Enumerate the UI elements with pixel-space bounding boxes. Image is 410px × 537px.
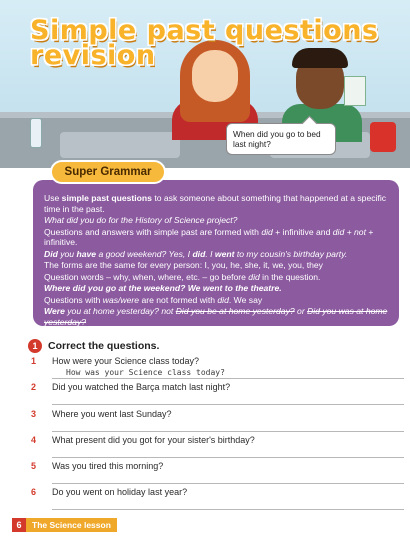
question-number: 5 [31, 461, 37, 471]
question-text: Where you went last Sunday? [52, 409, 172, 419]
text: you at home yesterday? not [64, 306, 176, 316]
text: to ask someone about something that happened at a specific time in the past. [44, 193, 387, 214]
question-number: 6 [31, 487, 37, 497]
answer-line[interactable] [52, 404, 404, 405]
text-bold: Were [44, 306, 65, 316]
text: Use [44, 193, 62, 203]
super-grammar-tab: Super Grammar [50, 160, 166, 184]
text: + infinitive. [44, 226, 374, 247]
text: a good weekend? Yes, I [96, 248, 193, 259]
text: Questions and answers with simple past are formed with [44, 226, 262, 237]
text: . I [205, 248, 215, 259]
answer-text: How was your Science class today? [66, 368, 225, 377]
text: to my cousin's birthday party. [234, 248, 348, 259]
page-footer [12, 518, 117, 532]
page-number: 6 [12, 518, 26, 532]
text-bold: did [192, 248, 206, 259]
grammar-example-4 [44, 306, 394, 327]
text-italic: did + not [332, 226, 366, 237]
page-title [30, 15, 379, 71]
grammar-rule-4 [44, 272, 394, 283]
text-bold: went [214, 248, 235, 259]
grammar-example-1: What did you do for the History of Science project? [44, 215, 238, 225]
question-number: 1 [31, 356, 37, 366]
grammar-rule-3: The forms are the same for every person: I, you, he, she, it, we, you, they [44, 260, 323, 270]
text: Questions with [44, 294, 103, 305]
question-number: 4 [31, 435, 37, 445]
text: Question words – why, when, where, etc. – go before [44, 271, 249, 282]
question-text: Was you tired this morning? [52, 461, 164, 471]
answer-line[interactable] [52, 431, 404, 432]
text: are not formed with [139, 294, 218, 305]
title-line-1: Simple past questions [30, 15, 379, 46]
answer-line[interactable] [52, 483, 404, 484]
text: + infinitive and [272, 226, 333, 237]
speech-bubble: When did you go to bed last night? [226, 123, 336, 155]
text-struck: Did you be at home yesterday? [175, 306, 295, 316]
text: you [57, 248, 77, 259]
text-bold: have [76, 248, 97, 259]
question-text: How were your Science class today? [52, 356, 200, 366]
answer-line[interactable] [52, 378, 404, 379]
question-item [28, 409, 404, 435]
question-text: What present did you got for your sister's birthday? [52, 435, 255, 445]
exercise-heading [28, 339, 159, 353]
exercise-title: Correct the questions. [48, 340, 160, 352]
question-number: 2 [31, 382, 37, 392]
milk-carton [344, 76, 366, 106]
crisps-packet [370, 122, 396, 152]
text-struck: Did you was at home yesterday? [44, 306, 388, 327]
title-line-2: revision [30, 40, 156, 71]
answer-line[interactable] [52, 509, 404, 510]
answer-line[interactable] [52, 457, 404, 458]
text-italic: did [261, 226, 273, 237]
text: in the question. [259, 271, 321, 282]
text-italic: did [248, 271, 260, 282]
question-item [28, 435, 404, 461]
grammar-rule-5 [44, 295, 394, 306]
question-item [28, 487, 404, 513]
text: or [294, 306, 308, 316]
question-number: 3 [31, 409, 37, 419]
question-item [28, 461, 404, 487]
question-text: Did you watched the Barça match last night? [52, 382, 231, 392]
text-bold: simple past questions [61, 193, 152, 203]
question-item [28, 382, 404, 408]
section-label: The Science lesson [26, 518, 117, 532]
grammar-rule-1 [44, 193, 394, 214]
grammar-rule-2 [44, 227, 394, 248]
exercise-number-badge: 1 [28, 339, 42, 353]
text-italic: did [217, 294, 229, 305]
question-text: Do you went on holiday last year? [52, 487, 188, 497]
food-tray-left [60, 132, 180, 158]
grammar-example-2 [44, 249, 394, 260]
text: . We say [228, 294, 263, 305]
text-bold: Did [44, 248, 58, 259]
grammar-text [44, 193, 394, 328]
grammar-example-3: Where did you go at the weekend? We went to the theatre. [44, 283, 282, 293]
water-bottle [30, 118, 42, 148]
question-item [28, 356, 404, 382]
text-italic: was/were [102, 294, 140, 305]
